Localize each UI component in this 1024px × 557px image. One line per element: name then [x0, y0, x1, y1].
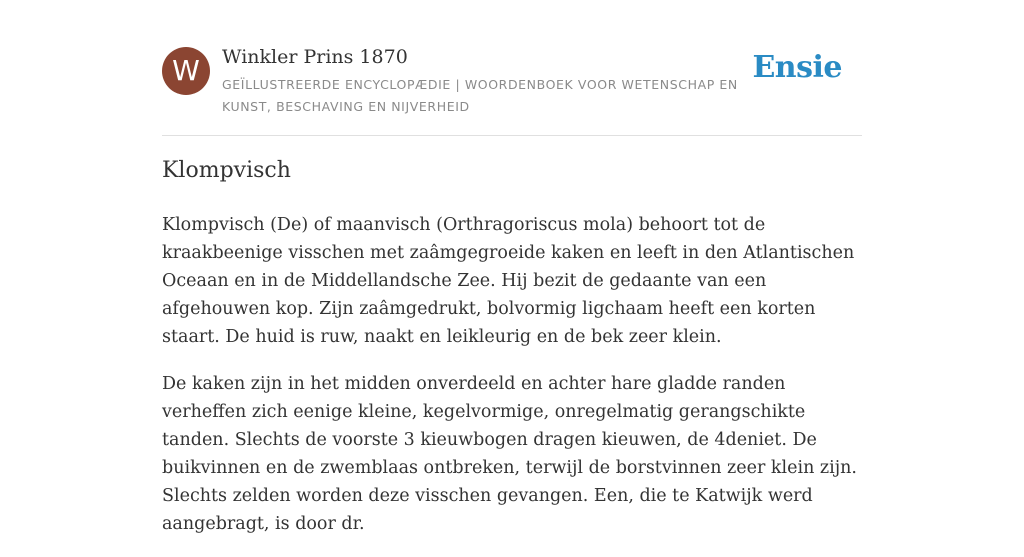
- source-header: [162, 44, 862, 136]
- entry-paragraph: Klompvisch (De) of maanvisch (Orthragoriscus mola) behoort tot de kraakbeenige visschen met zaâmgegroeide kaken en leeft in den Atlantischen Oceaan en in de Middellandsche Zee. Hij bezit de gedaante van een afgehouwen kop. Zijn zaâmgedrukt, bolvormig ligchaam heeft een korten staart. De huid is ruw, naakt en leikleurig en de bek zeer klein.: [162, 215, 855, 347]
- entry-body: [162, 211, 862, 557]
- ensie-logo[interactable]: Ensie: [752, 50, 842, 85]
- source-subtitle: GEÏLLUSTREERDE ENCYCLOPÆDIE | WOORDENBOEK VOOR WETENSCHAP EN KUNST, BESCHAVING EN NIJVERHEID: [222, 77, 738, 114]
- source-title[interactable]: Winkler Prins 1870: [222, 46, 408, 68]
- entry-paragraph: De kaken zijn in het midden onverdeeld en achter hare gladde randen verheffen zich eenige kleine, kegelvormige, onregelmatig gerangschikte tanden. Slechts de voorste 3 kieuwbogen dragen kieuwen, de 4deniet. De buikvinnen en de zwemblaas ontbreken, terwijl de borstvinnen zeer klein zijn. Slechts zelden worden deze visschen gevangen. Een, die te Katwijk werd aangebragt, is door dr.: [162, 374, 857, 534]
- entry-title: Klompvisch: [162, 158, 291, 183]
- source-avatar[interactable]: W: [162, 47, 210, 95]
